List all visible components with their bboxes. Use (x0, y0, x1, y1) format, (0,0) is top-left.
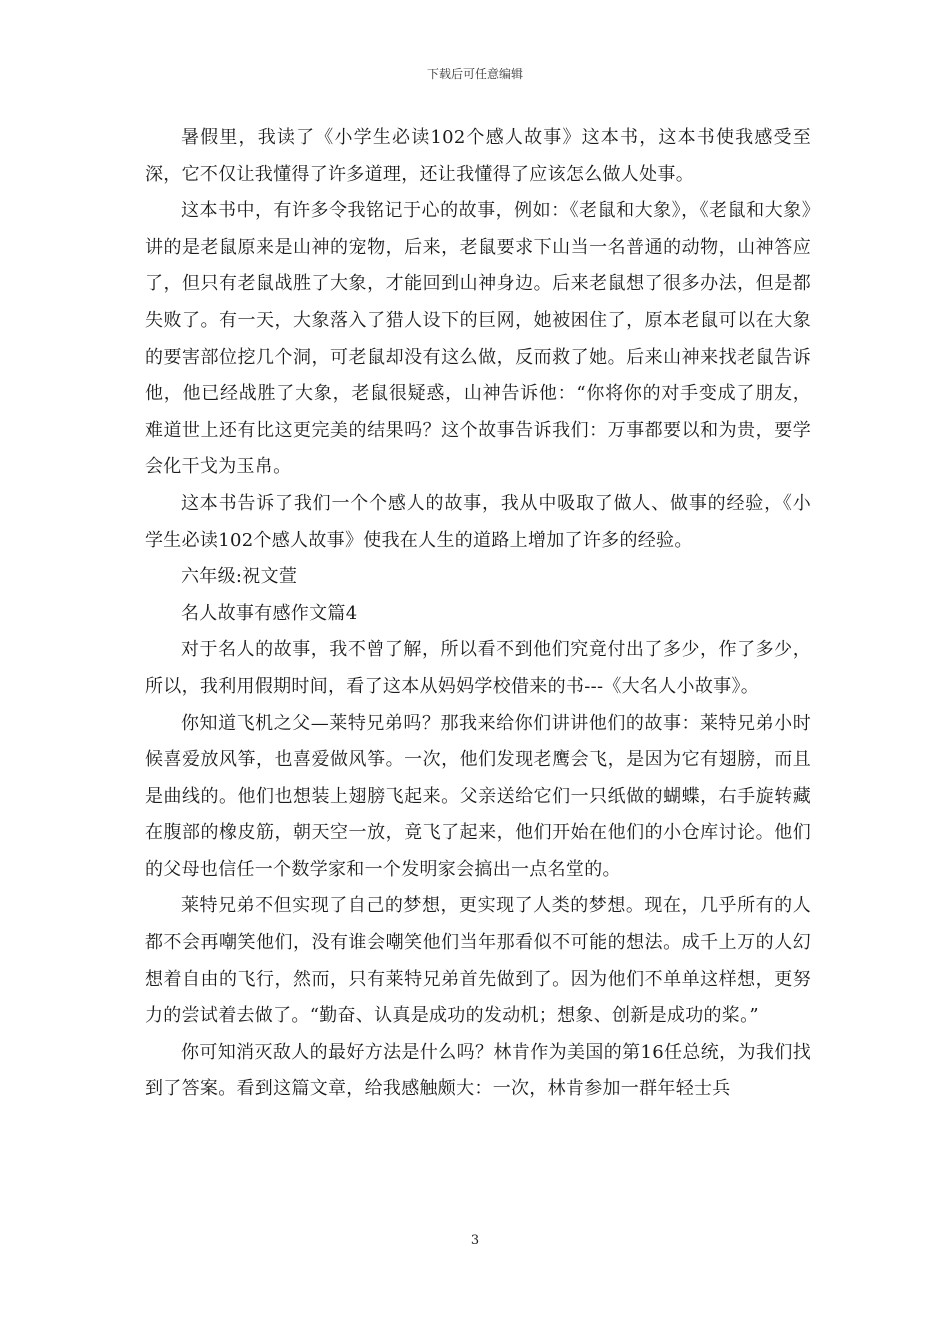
paragraph: 这本书告诉了我们一个个感人的故事，我从中吸取了做人、做事的经验，《小学生必读102个感人故事》使我在人生的道路上增加了许多的经验。 (145, 492, 811, 551)
page-header: 下载后可任意编辑 (426, 67, 523, 81)
paragraph: 暑假里，我读了《小学生必读102个感人故事》这本书，这本书使我感受至深，它不仅让我懂得了许多道理，还让我懂得了应该怎么做人处事。 (145, 127, 811, 185)
page-number: 3 (470, 1233, 480, 1248)
paragraph: 你知道飞机之父—莱特兄弟吗？那我来给你们讲讲他们的故事：莱特兄弟小时候喜爱放风筝，也喜爱做风筝。一次，他们发现老鹰会飞，是因为它有翅膀，而且是曲线的。他们也想装上翅膀飞起来。父亲送给它们一只纸做的蝴蝶，右手旋转藏在腹部的橡皮筋，朝天空一放，竟飞了起来，他们开始在他们的小仓库讨论。他们的父母也信任一个数学家和一个发明家会搞出一点名堂的。 (145, 712, 811, 880)
paragraph: 你可知消灭敌人的最好方法是什么吗？林肯作为美国的第16任总统，为我们找到了答案。看到这篇文章，给我感触颇大：一次，林肯参加一群年轻士兵 (145, 1041, 811, 1100)
section-title: 名人故事有感作文篇4 (181, 602, 358, 624)
author-line: 六年级:祝文萱 (181, 566, 298, 588)
paragraph: 这本书中，有许多令我铭记于心的故事，例如：《老鼠和大象》，《老鼠和大象》讲的是老鼠原来是山神的宠物，后来，老鼠要求下山当一名普通的动物，山神答应了，但只有老鼠战胜了大象，才能回到山神身边。后来老鼠想了很多办法，但是都失败了。有一天，大象落入了猎人设下的巨网，她被困住了，原本老鼠可以在大象的要害部位挖几个洞，可老鼠却没有这么做，反而救了她。后来山神来找老鼠告诉他，他已经战胜了大象，老鼠很疑惑，山神告诉他：“你将你的对手变成了朋友，难道世上还有比这更完美的结果吗？这个故事告诉我们：万事都要以和为贵，要学会化干戈为玉帛。 (145, 200, 811, 478)
paragraph: 对于名人的故事，我不曾了解，所以看不到他们究竟付出了多少，作了多少，所以，我利用假期时间，看了这本从妈妈学校借来的书---《大名人小故事》。 (145, 639, 811, 697)
document-body (145, 120, 811, 1108)
paragraph: 莱特兄弟不但实现了自己的梦想，更实现了人类的梦想。现在，几乎所有的人都不会再嘲笑他们，没有谁会嘲笑他们当年那看似不可能的想法。成千上万的人幻想着自由的飞行，然而，只有莱特兄弟首先做到了。因为他们不单单这样想，更努力的尝试着去做了。“勤奋、认真是成功的发动机；想象、创新是成功的桨。” (145, 895, 811, 1027)
